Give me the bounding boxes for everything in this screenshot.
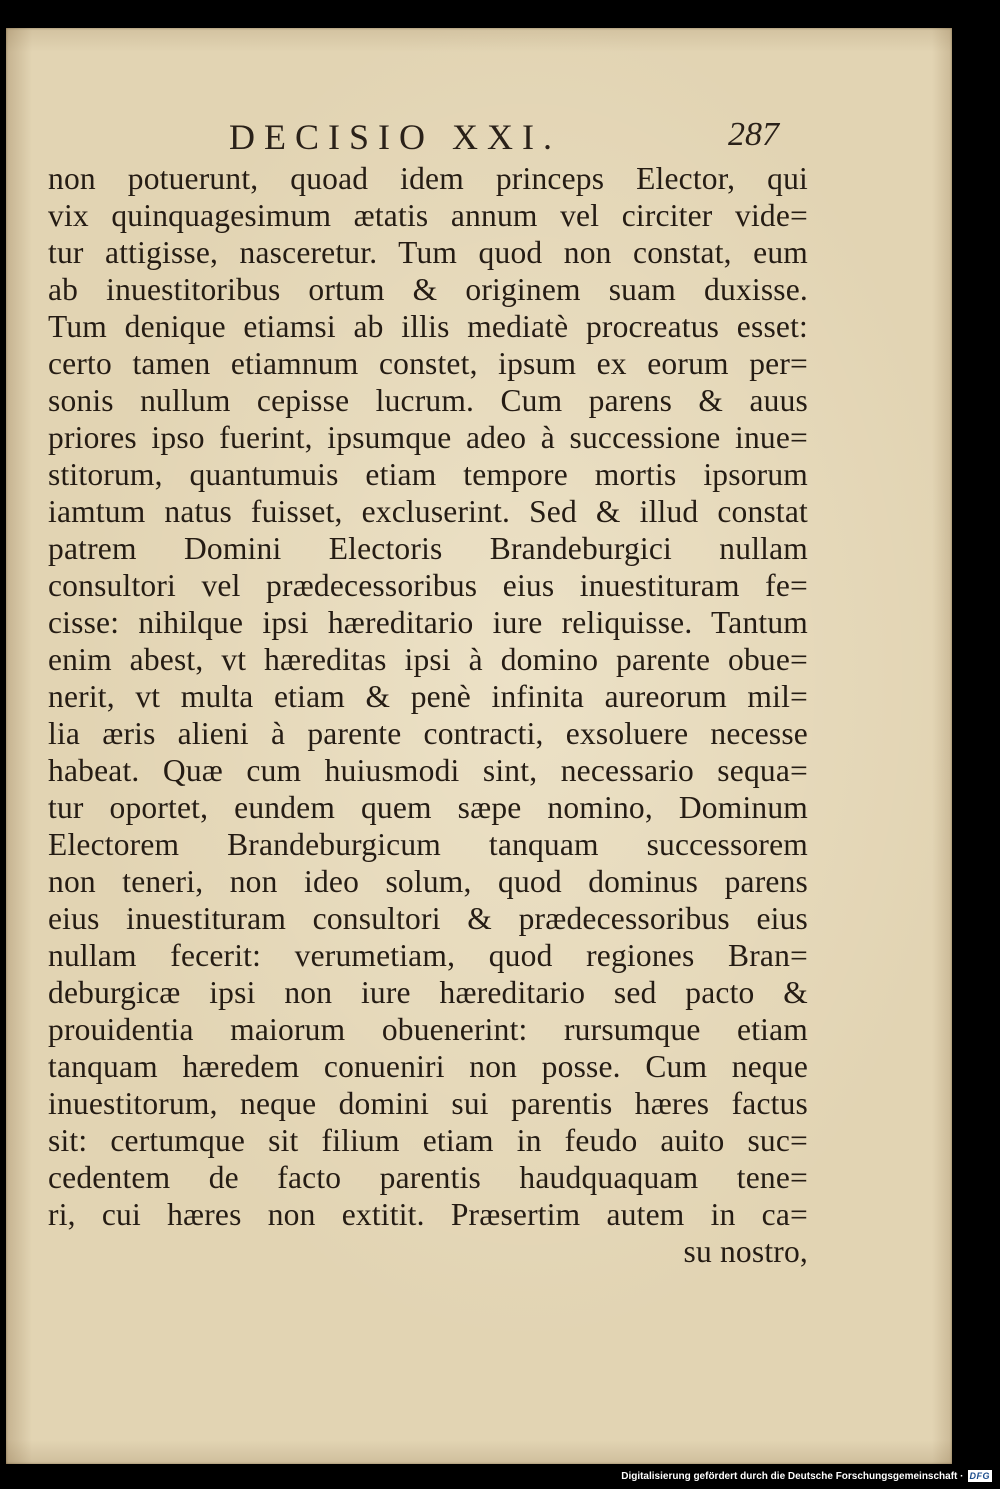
- text-line: stitorum, quantumuis etiam tempore mortis ipsorum: [48, 457, 808, 492]
- text-line: su nostro,: [683, 1234, 808, 1269]
- text-line: patrem Domini Electoris Brandeburgici nullam: [48, 531, 808, 566]
- body-text: [48, 160, 808, 1270]
- text-line: Tum denique etiamsi ab illis mediatè procreatus esset:: [48, 309, 808, 344]
- digitization-credit: [621, 1469, 992, 1483]
- text-line: deburgicæ ipsi non iure hæreditario sed pacto &: [48, 975, 808, 1010]
- text-line: cedentem de facto parentis haudquaquam tene=: [48, 1160, 808, 1195]
- text-line: enim abest, vt hæreditas ipsi à domino parente obue=: [48, 642, 808, 677]
- text-line: tanquam hæredem conueniri non posse. Cum neque: [48, 1049, 808, 1084]
- text-line: prouidentia maiorum obuenerint: rursumque etiam: [48, 1012, 808, 1047]
- text-line: tur attigisse, nasceretur. Tum quod non constat, eum: [48, 235, 808, 270]
- text-line: nullam fecerit: verumetiam, quod regiones Bran=: [48, 938, 808, 973]
- running-title: DECISIO XXI.: [229, 117, 561, 157]
- text-line: Electorem Brandeburgicum tanquam successorem: [48, 827, 808, 862]
- text-line: cisse: nihilque ipsi hæreditario iure reliquisse. Tantum: [48, 605, 808, 640]
- text-line: consultori vel prædecessoribus eius inuestituram fe=: [48, 568, 808, 603]
- page-number: 287: [728, 116, 779, 153]
- text-line: iamtum natus fuisset, excluserint. Sed & illud constat: [48, 494, 808, 529]
- text-line: tur oportet, eundem quem sæpe nomino, Dominum: [48, 790, 808, 825]
- text-line: inuestitorum, neque domini sui parentis hæres factus: [48, 1086, 808, 1121]
- text-line: sit: certumque sit filium etiam in feudo auito suc=: [48, 1123, 808, 1158]
- text-line: nerit, vt multa etiam & penè infinita aureorum mil=: [48, 679, 808, 714]
- dfg-logo-icon: DFG: [969, 1471, 990, 1481]
- text-line: certo tamen etiamnum constet, ipsum ex eorum per=: [48, 346, 808, 381]
- scanned-page: [6, 28, 952, 1464]
- text-line: ri, cui hæres non extitit. Præsertim autem in ca=: [48, 1197, 808, 1232]
- text-line: priores ipso fuerint, ipsumque adeo à successione inue=: [48, 420, 808, 455]
- text-line: lia æris alieni à parente contracti, exsoluere necesse: [48, 716, 808, 751]
- page-header: [6, 116, 952, 166]
- text-line: eius inuestituram consultori & prædecessoribus eius: [48, 901, 808, 936]
- text-line: vix quinquagesimum ætatis annum vel circiter vide=: [48, 198, 808, 233]
- text-line: non potuerunt, quoad idem princeps Elector, qui: [48, 161, 808, 196]
- text-line: ab inuestitoribus ortum & originem suam duxisse.: [48, 272, 808, 307]
- text-line: sonis nullum cepisse lucrum. Cum parens & auus: [48, 383, 808, 418]
- text-line: habeat. Quæ cum huiusmodi sint, necessario sequa=: [48, 753, 808, 788]
- text-line: non teneri, non ideo solum, quod dominus parens: [48, 864, 808, 899]
- credit-text: Digitalisierung gefördert durch die Deutsche Forschungsgemeinschaft ·: [621, 1470, 964, 1482]
